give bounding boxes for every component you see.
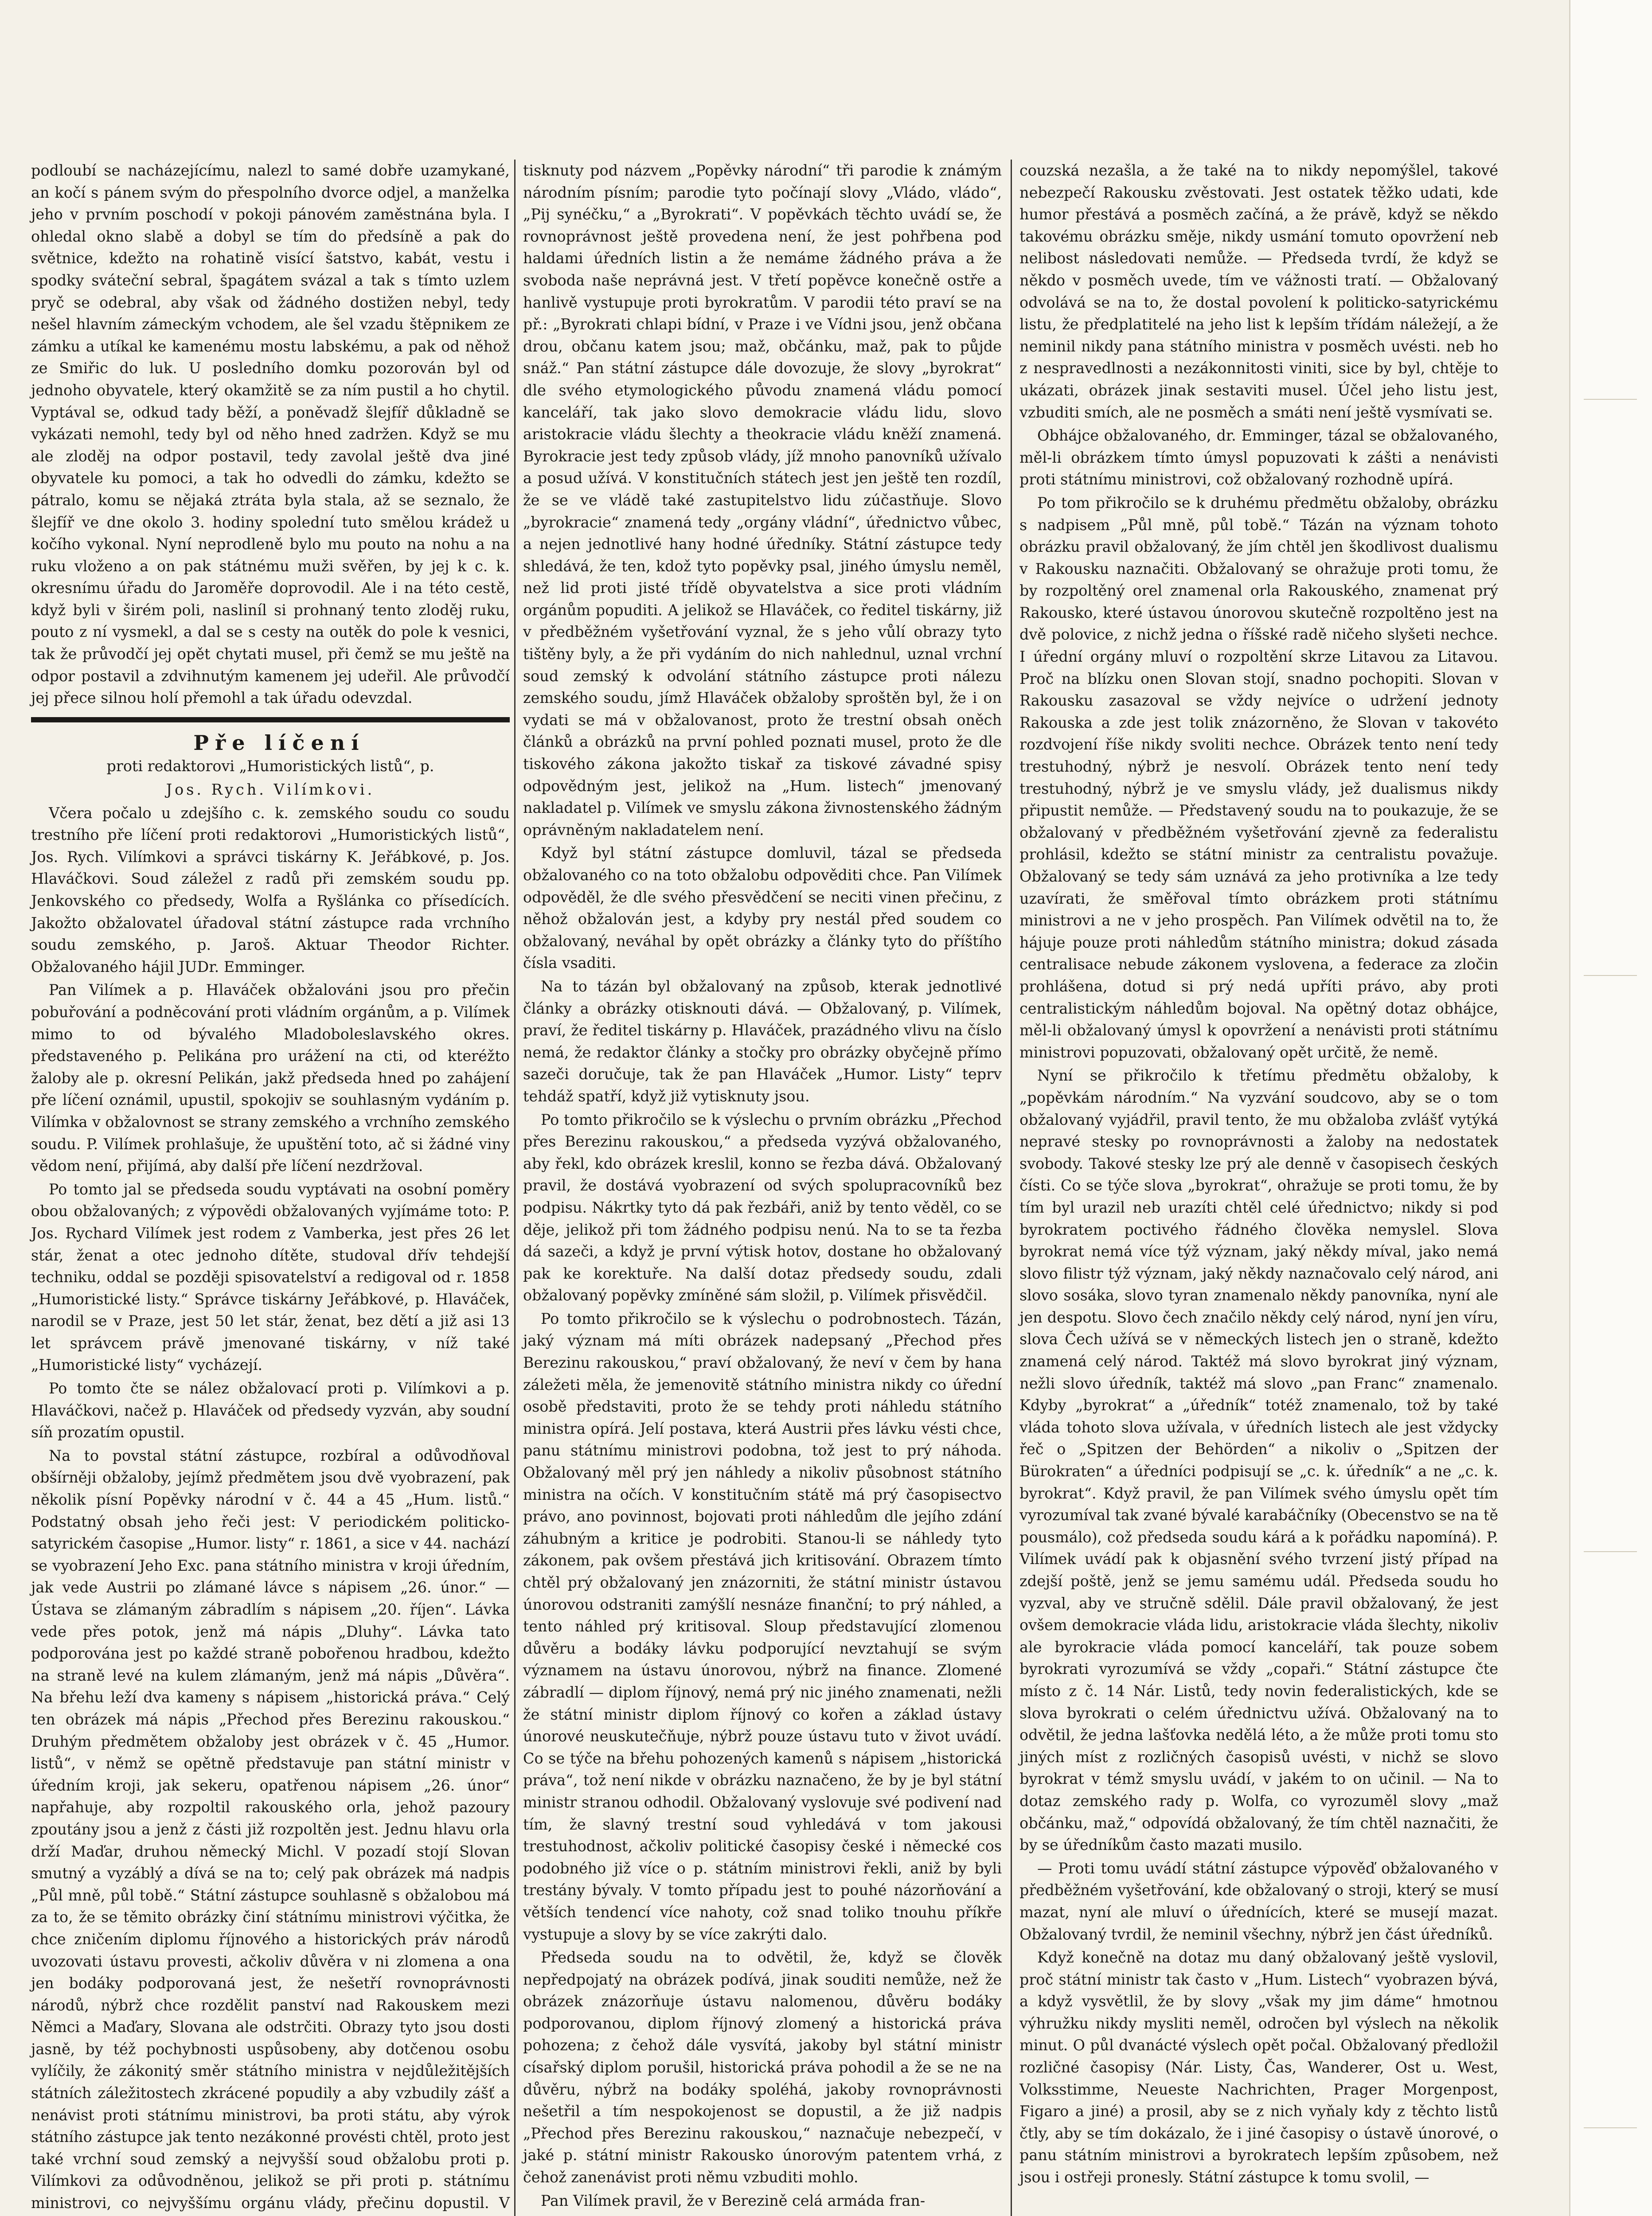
paragraph: Po tomto jal se předseda soudu vyptávati na osobní poměry obou obžalovaných; z výpovědi obžalovaných vyjímáme toto: P. Jos. Rychard Vilímek jest rodem z Vamberka, jest přes 26 let stár, ženat a otec jednoho dítěte, studoval dřív tehdejší techniku, oddal se později spisovatelství a redigoval od r. 1858 „Humoristické listy.“ Správce tiskárny Jeřábkové, p. Hlaváček, narodil se v Praze, jest 50 let stár, ženat, bez dětí a již asi 13 let správcem právě jmenované tiskárny, v níž také „Humoristické listy“ vycházejí.: [31, 1180, 510, 1374]
column-separator-1: [514, 160, 516, 2216]
column-1: [31, 160, 510, 2216]
paragraph: Předseda soudu na to odvětil, že, když se člověk nepředpojatý na obrázek podívá, jinak souditi nemůže, než že obrázek znázorňuje ústavu nalomenou, důvěru bodáky podporovanou, diplom říjnový zlomený a historická práva pohozena; z čehož dále vysvítá, jakoby byl státní ministr císařský diplom porušil, historická práva pohodil a že se ne na důvěru, nýbrž na bodáky spoléhá, jakoby rovnoprávnosti nešetřil a tím nespokojenost se dopustil, a že již nadpis „Přechod přes Berezinu rakouskou,“ naznačuje nebezpečí, v jaké p. státní ministr Rakousko únorovým patentem vrhá, z čehož zanenávist proti němu vzbuditi mohlo.: [523, 1949, 1002, 2186]
scan-margin-strip: [1569, 0, 1652, 2216]
paragraph: Pan Vilímek a p. Hlaváček obžalováni jsou pro přečin pobuřování a podněcování proti vládním orgánům, a p. Vilímek mimo to od bývalého Mladoboleslavského okres. představeného p. Pelikána pro urážení na cti, od kteréžto žaloby ale p. okresní Pelikán, jakž předseda hned po zahájení pře líčení oznámil, upustil, spokojiv se souhlasným vydáním p. Vilímka v obžalovnost se strany zemského a vrchního zemského soudu. P. Vilímek prohlašuje, že upuštění toto, ač si žádné viny vědom není, přijímá, aby další pře líčení nezdržoval.: [31, 981, 510, 1175]
column-2-paragraphs: [523, 160, 1002, 2212]
column-1-bottom-paragraphs: [31, 802, 510, 2216]
paragraph: tisknuty pod názvem „Popěvky národní“ tři parodie k známým národním písním; parodie tyto počínají slovy „Vládo, vládo“, „Pij synéčku,“ a „Byrokrati“. V popěvkách těchto uvádí se, že rovnoprávnost ještě provedena není, že jest pohřbena pod haldami úředních listin a že nemáme žádného práva a že svoboda naše neprávná jest. V třetí popěvce konečně ostře a hanlivě vystupuje proti byrokratům. V parodii této praví se na př.: „Byrokrati chlapi bídní, v Praze i ve Vídni jsou, jenž občana drou, občanu katem jsou; maž, občánku, maž, pak to půjde snáž.“ Pan státní zástupce dále dovozuje, že slovy „byrokrat“ dle svého etymologického původu znamená vládu pomocí kanceláří, tak jako slovo demokracie vládu lidu, slovo aristokracie vládu šlechty a theokracie vládu kněží znamená. Byrokracie jest tedy způsob vlády, jíž mnoho panovníků užívalo a posud užívá. V konstitučních státech jest jen ještě ten rozdíl, že se ve vládě také zastupitelstvo lidu zúčastňuje. Slovo „byrokracie“ znamená tedy „orgány vládní“, úřednictvo vůbec, a nejen jednotlivé hany hodné úředníky. Státní zástupce tedy shledává, že ten, kdož tyto popěvky psal, jiného úmyslu neměl, než lid proti jisté třídě obyvatelstva a sice proti vládním orgánům popuditi. A jelikož se Hlaváček, co ředitel tiskárny, již v předběžném vyšetřování vyznal, že s jeho vůlí obrazy tyto tištěny byly, a že při vydáním do nich nahlednul, uznal vrchní soud zemský k odvolání státního zástupce proti nálezu zemského soudu, jímž Hlaváček obžaloby sproštěn byl, že i on vydati se má v obžalovanost, proto že trestní obsah oněch článků a obrázků na první pohled poznati musel, proto že dle tiskového zákona jakožto tiskař za tiskové závadné spisy odpovědným jest, jelikož na „Hum. listech“ jmenovaný nakladatel p. Vilímek ve smyslu zákona živnostenského žádným oprávněným nakladatelem není.: [523, 162, 1002, 839]
paragraph: podloubí se nacházejícímu, nalezl to samé dobře uzamykané, an kočí s pánem svým do přespolního dvorce odjel, a manželka jeho v prvním poschodí v pokoji pánovém zaměstnána byla. I ohledal okno slabě a dobyl se tím do předsíně a pak do světnice, kdežto na rohatině visící šatstvo, kabát, vestu i spodky sváteční sebral, špagátem svázal a tak s tímto uzlem pryč se odebral, aby však od žádného dostižen nebyl, tedy nešel hlavním zámeckým vchodem, ale šel vzadu štěpnikem ze zámku a utíkal ke kamenému mostu labskému, a pak od něhož ze Smiřic do luk. U posledního domku pozorován byl od jednoho obyvatele, který okamžitě se za ním pustil a ho chytil. Vyptával se, odkud tady běží, a poněvadž šlejfíř důkladně se vykázati nemohl, tedy byl od něho hned zadržen. Když se mu ale zloděj na odpor postavil, tedy zavolal ještě dva jiné obyvatele ku pomoci, a tak ho odvedli do zámku, kdežto se pátralo, komu se nějaká ztráta byla stala, až se seznalo, že šlejfíř ve dne okolo 3. hodiny spolední tuto smělou krádež u kočího vykonal. Nyní neprodleně bylo mu pouto na nohu a na ruku vloženo a on pak státnému muži svěřen, by jej k c. k. okresnímu úřadu do Jaroměře doprovodil. Ale i na této cestě, když byli v širém poli, nasliníl si prohnaný tento zloděj ruku, pouto z ní vysmekl, a dal se s cesty na outěk do pole k vesnici, tak že průvodčí jej opět chytati musel, při čemž se mu ještě na odpor postavil a zdvihnutým kamenem jej udeřil. Ale průvodčí jej přece silnou holí přemohl a tak úřadu odevzdal.: [31, 162, 510, 707]
column-3: [1019, 160, 1498, 2190]
page-top-margin: [0, 0, 1569, 151]
section-divider: [31, 717, 510, 722]
paragraph: Po tomto přikročilo se k výslechu o podrobnostech. Tázán, jaký význam má míti obrázek nadepsaný „Přechod přes Berezinu rakouskou,“ praví obžalovaný, že neví v čem by hana záležeti měla, že jemenovitě státního ministra nikdy co úřední osobě představiti, proto že se tehdy proti náhledu státního ministra opírá. Jelí postava, která Austrii přes lávku vésti chce, panu státnímu ministrovi podobna, tož jest to prý náhoda. Obžalovaný měl prý jen náhledy a nikoliv působnost státního ministra na očích. V konstitučním státě má prý časopisectvo právo, ano povinnost, bojovati proti náhledům dle jejího zdání záhubným a kritice je podrobiti. Stanou-li se náhledy tyto zákonem, pak ovšem přestává jich kritisování. Obrazem tímto chtěl prý obžalovaný jen znázorniti, že státní ministr ústavou únorovou odstraniti zamýšlí nesnáze finanční; to prý náhled, a tento náhled prý kritisoval. Sloup představující zlomenou důvěru a bodáky lávku podporující nevztahují se svým významem na ústavu únorovou, nýbrž na finance. Zlomené zábradlí — diplom říjnový, nemá prý nic jiného znamenati, nežli že státní ministr diplom říjnový co kořen a základ ústavy únorové neuskutečňuje, nýbrž pouze ústavu tuto v život uvádí. Co se týče na břehu pohozených kamenů s nápisem „historická práva“, tož není nikde v obrázku naznačeno, že by je byl státní ministr stranou odhodil. Obžalovaný vyslovuje své podivení nad tím, že slavný trestní soud vyhledává v tom jakousi trestuhodnost, ačkoliv politické časopisy české i německé cos podobného již více o p. státním ministrovi řekli, aniž by byli trestány bývaly. V tomto případu jest to pouhé názorňování a větších tendencí více nahoty, což snad toliko tnouhu příkře vystupuje a slovy by se více zakrýti dalo.: [523, 1310, 1002, 1943]
paragraph: — Proti tomu uvádí státní zástupce výpověď obžalovaného v předběžném vyšetřování, kde obžalovaný o stroji, který se musí mazat, nyní ale mluví o úřednících, které se musejí mazat. Obžalovaný tvrdil, že neminil všechny, nýbrž jen část úředníků.: [1019, 1859, 1498, 1943]
paragraph: Když byl státní zástupce domluvil, tázal se předseda obžalovaného co na toto obžalobu odpověditi chce. Pan Vilímek odpověděl, že dle svého přesvědčení se neciti vinen přečinu, z něhož obžalován jest, a kdyby pry nestál před soudem co obžalovaný, neváhal by opět obrázky a články tyto do příštího čísla vsaditi.: [523, 844, 1002, 972]
paragraph: Když konečně na dotaz mu daný obžalovaný ještě vyslovil, proč státní ministr tak často v „Hum. Listech“ vyobrazen bývá, a když vysvětlil, že by slovy „však my jim dáme“ hmotnou výhružku nikdy mysliti neměl, odročen byl výslech na několik minut. O půl dvanácté výslech opět počal. Obžalovaný předložil rozličné časopisy (Nár. Listy, Čas, Wanderer, Ost u. West, Volksstimme, Neueste Nachrichten, Prager Morgenpost, Figaro a jiné) a prosil, aby se z nich vyňaly kdy z těchto listů čtly, aby se tím dokázalo, že i jiné časopisy o ústavě únorové, o panu státním ministrovi a byrokratech lepším způsobem, než jsou i ostřeji pronesly. Státní zástupce k tomu svolil, —: [1019, 1949, 1498, 2186]
section-subtitle-line-2: Jos. Rych. Vilímkovi.: [166, 781, 375, 799]
margin-tick: [1584, 975, 1637, 976]
column-3-paragraphs: [1019, 160, 1498, 2189]
paragraph: Nyní se přikročilo k třetímu předmětu obžaloby, k „popěvkám národním.“ Na vyzvání soudcovo, aby se o tom obžalovaný vyjádřil, pravil tento, že mu obžaloba zvlášť vytýká nepravé stesky po rovnoprávnosti a žaloby na nedostatek svobody. Takové stesky lze prý ale denně v časopisech českých čísti. Co se týče slova „byrokrat“, ohražuje se proti tomu, že by tím byl urazil neb urazíti chtěl celé úřednictvo; nikdy si pod byrokratem poctivého řádného člověka nemyslel. Slova byrokrat nemá více týž význam, jaký někdy míval, jako nemá slovo filistr týž význam, jaký někdy naznačovalo celý národ, ani slovo sosáka, slovo tyran znamenalo někdy panovníka, nyní ale jen despotu. Slovo čech značilo někdy celý národ, nyní jen víru, slova Čech užívá se v německých listech jen o straně, kdežto znamená celý národ. Taktéž má slovo byrokrat jiný význam, nežli slovo úředník, taktéž má slovo „pan Franc“ znamenalo. Kdyby „byrokrat“ a „úředník“ totéž znamenalo, tož by také vláda tohoto slova užívala, v úředních listech ale jest vždycky řeč o „Spitzen der Behörden“ a nikoliv o „Spitzen der Bürokraten“ a úředníci podpisují se „c. k. úředník“ a ne „c. k. byrokrat“. Když pravil, že pan Vilímek svého úmyslu opět tím vyrozumíval tak zvané bývalé karabáčníky (Obecenstvo se na tě pousmálo), což předseda soudu kárá a k pořádku napomíná). P. Vilímek uvádí pak k objasnění svého tvrzení jistý případ na zdejší poště, jenž se jemu samému udál. Předseda soudu ho vyzval, aby ve stručně sdělil. Dále pravil obžalovaný, že jest ovšem demokracie vláda lidu, aristokracie vláda šlechty, nikoliv ale byrokracie vláda pomocí kanceláří, tak pouze sobem byrokrati vyrozumívá se vždy „copaři.“ Státní zástupce čte místo z č. 14 Nár. Listů, tedy novin federalistických, kde se slova byrokrati o celém úřednictvu užívá. Obžalovaný na to odvětil, že jedna lašťovka nedělá léto, a že může proti tomu sto jiných míst z rozličných časopisů uvésti, v nichž se slovo byrokrat v témž smyslu uvádí, v jakém to on učinil. — Na to dotaz zemského rady p. Wolfa, co vyrozuměl slovy „maž občánku, maž,“ odpovídá obžalovaný, že tím chtěl naznačiti, že by se úředníkům často mazati musilo.: [1019, 1067, 1499, 1854]
section-subtitle-line-1: proti redaktorovi „Humoristických listů“, p.: [106, 757, 434, 775]
paragraph: Pan Vilímek pravil, že v Berezině celá armáda fran-: [541, 2192, 926, 2209]
margin-tick: [1584, 1551, 1637, 1552]
paragraph: Po tom přikročilo se k druhému předmětu obžaloby, obrázku s nadpisem „Půl mně, půl tobě.“ Tázán na význam tohoto obrázku pravil obžalovaný, že jím chtěl jen škodlivost dualismu v Rakousku naznačiti. Obžalovaný se ohražuje proti tomu, že by rozpoltěný orel znamenal orla Rakouského, znamenat prý Rakousko, které ústavou únorovou skutečně rozpoltěno jest na dvě polovice, z nichž jedna o říšské radě ničeho slyšeti nechce. I úřední orgány mluví o rozpoltění skrze Litavou za Litavou. Proč na blízku onen Slovan stojí, snadno pochopiti. Slovan v Rakousku zasazoval se vždy nejvíce o udržení jednoty Rakouska a zde jest tolik znázorněno, že Slovan v takovéto rozdvojení říše nikdy svoliti nechce. Obrázek tento není tedy trestuhodný, nýbrž je nesvolí. Obrázek tento není tedy trestuhodný, nýbrž je ve smyslu vlády, jež dualismus nikdy připustit nemůže. — Představený soudu na to poukazuje, že se obžalovaný v předběžném vyšetřování zjevně za federalistu prohlásil, kdežto se státní ministr za centralistu považuje. Obžalovaný se tedy sám uznává za jeho protivníka a lze tedy uzavírati, že směřoval tímto obrázkem proti státnímu ministrovi a ne v jeho prospěch. Pan Vilímek odvětil na to, že hájuje pouze proti náhledům státního ministra; dokud zásada centralisace nebude zákonem vyslovena, a federace za zločin prohlášena, dotud si prý nedá upříti právo, aby proti centralistickým náhledům bojoval. Na opětný dotaz obhájce, měl-li obžalovaný úmysl k opovržení a nenávisti proti státnímu ministrovi popuzovati, obžalovaný opět určitě, že nemě.: [1019, 494, 1498, 1061]
column-separator-2: [1011, 160, 1012, 2216]
margin-tick: [1584, 2127, 1637, 2128]
paragraph: Na to povstal státní zástupce, rozbíral a odůvodňoval obšírněji obžaloby, jejímž předmětem jsou dvě vyobrazení, pak několik písní Popěvky národní v č. 44 a 45 „Hum. listů.“ Podstatný obsah jeho řeči jest: V periodickém politicko-satyrickém časopise „Humor. listy“ r. 1861, a sice v 44. nachází se vyobrazení Jeho Exc. pana státního ministra v kroji úředním, jak vede Austrii po zlámané lávce s nápisem „26. únor.“ — Ústava se zlámaným zábradlím s nápisem „20. říjen“. Lávka vede přes potok, jenž má nápis „Dluhy“. Lávka tato podporována jest po každé straně pobořenou hradbou, kdežto na straně levé na kulem zlámaným, jenž má nápis „Důvěra“. Na břehu leží dva kameny s nápisem „historická práva.“ Celý ten obrázek má nápis „Přechod přes Berezinu rakouskou.“ Druhým předmětem obžaloby jest obrázek v č. 45 „Humor. listů“, v němž se opětně představuje pan státní ministr v úředním kroji, jak sekeru, opatřenou nápisem „26. únor“ napřahuje, aby rozpoltil rakouského orla, jehož pazoury zpoutány jsou a jenž z části již rozpoltěn jest. Jednu hlavu orla drží Maďar, druhou německý Michl. V pozadí stojí Slovan smutný a vyzáblý a dívá se na to; celý pak obrázek má nadpis „Půl mně, půl tobě.“ Státní zástupce souhlasně s obžalobou má za to, že se těmito obrázky činí státnímu ministrovi výčitka, že chce zničením diplomu říjnového a historických práv národů uvozovati ústavu provesti, ačkoliv důvěra v ni zlomena a ona jen bodáky podporovaná jest, že nešetří rovnoprávnosti národů, nýbrž chce rozdělit panství nad Rakouskem mezi Němci a Maďary, Slovana ale odstrčiti. Obrazy tyto jsou dosti jasně, by též pochybnosti uspůsobeny, aby dotčenou osobu vylíčily, že zákonitý směr státního ministra v nejdůležitějších státních záležitostech zkrácené popudily a aby vzbudily zášť a nenávist proti státnímu ministrovi, ba proti státu, aby výrok státního zástupce jak tento nezákonné provésti chtěl, proto jest také vrchní soud zemský a nejvyšší soud obžalobu proti p. Vilímkovi za odůvodněnou, jelikož se při proti p. státnímu ministrovi, co nejvyššímu orgánu vlády, přečinu dopustil. V: [31, 1447, 510, 2212]
paragraph: Na to tázán byl obžalovaný na způsob, kterak jednotlivé články a obrázky otisknouti dává. — Obžalovaný, p. Vilímek, praví, že ředitel tiskárny p. Hlaváček, prazádného vlivu na číslo nemá, že redaktor články a stočky pro obrázky obyčejně přímo sazeči doručuje, tak že pan Hlaváček „Humor. Listy“ teprv tehdáž spatří, když již vytisknuty jsou.: [523, 977, 1002, 1105]
column-1-top-paragraphs: [31, 160, 510, 709]
paragraph: Po tomto přikročilo se k výslechu o prvním obrázku „Přechod přes Berezinu rakouskou,“ a předseda vyzývá obžalovaného, aby řekl, kdo obrázek kreslil, konno se řezba dává. Obžalovaný pravil, že dostává vyobrazení od svých spolupracovníků bez podpisu. Nákrtky tyto dá pak řezbáři, aniž by tento věděl, co se děje, jelikož při tom žádného podpisu nenú. Na to se ta řezba dá sazeči, a když je první výtisk hotov, dostane ho obžalovaný pak ke korektuře. Na další dotaz předsedy soudu, zdali obžalovaný popěvky zmíněné sám složil, p. Vilímek přisvědčil.: [523, 1111, 1002, 1304]
paragraph: Po tomto čte se nález obžalovací proti p. Vilímkovi a p. Hlaváčkovi, načež p. Hlaváček od předsedy vyzván, aby soudní síň prozatím opustil.: [31, 1380, 510, 1441]
section-title: Pře líčení: [193, 730, 365, 755]
margin-tick: [1584, 399, 1637, 400]
paragraph: Včera počalo u zdejšího c. k. zemského soudu co soudu trestního pře líčení proti redaktorovi „Humoristických listů“, Jos. Rych. Vilímkovi a správci tiskárny K. Jeřábkové, p. Jos. Hlaváčkovi. Soud záležel z radů při zemském soudu pp. Jenkovského co předsedy, Wolfa a Ryšlánka co přísedících. Jakožto obžalovatel úřadoval státní zástupce rada vrchního soudu zemského, p. Jaroš. Aktuar Theodor Richter. Obžalovaného hájil JUDr. Emminger.: [31, 804, 510, 975]
paragraph: Obhájce obžalovaného, dr. Emminger, tázal se obžalovaného, měl-li obrázkem tímto úmysl popuzovati k zášti a nenávisti proti státnímu ministrovi, což obžalovaný rozhodně upírá.: [1019, 427, 1498, 488]
column-2: [523, 160, 1002, 2213]
paragraph: couzská nezašla, a že také na to nikdy nepomýšlel, takové nebezpečí Rakousku zvěstovati. Jest ostatek těžko udati, kde humor přestává a posměch začíná, a že právě, když se někdo takovému obrázku směje, nikdy usmání tomuto opovržení neb nelibost následovati nemůže. — Předseda tvrdí, že když se někdo v posměch uvede, tím ve vážnosti tratí. — Obžalovaný odvolává se na to, že dostal povolení k politicko-satyrickému listu, že předplatitelé na jeho list k lepším třídám náležejí, a že neminil nikdy pana státního ministra v posměch uvésti. neb ho z nespravedlnosti a nezákonnitosti viniti, sice by byl, chtěje to ukázati, obrázek jinak sestaviti musel. Účel jeho listu jest, vzbuditi smích, ale ne posměch a smáti není ještě vysmívati se.: [1019, 162, 1498, 421]
